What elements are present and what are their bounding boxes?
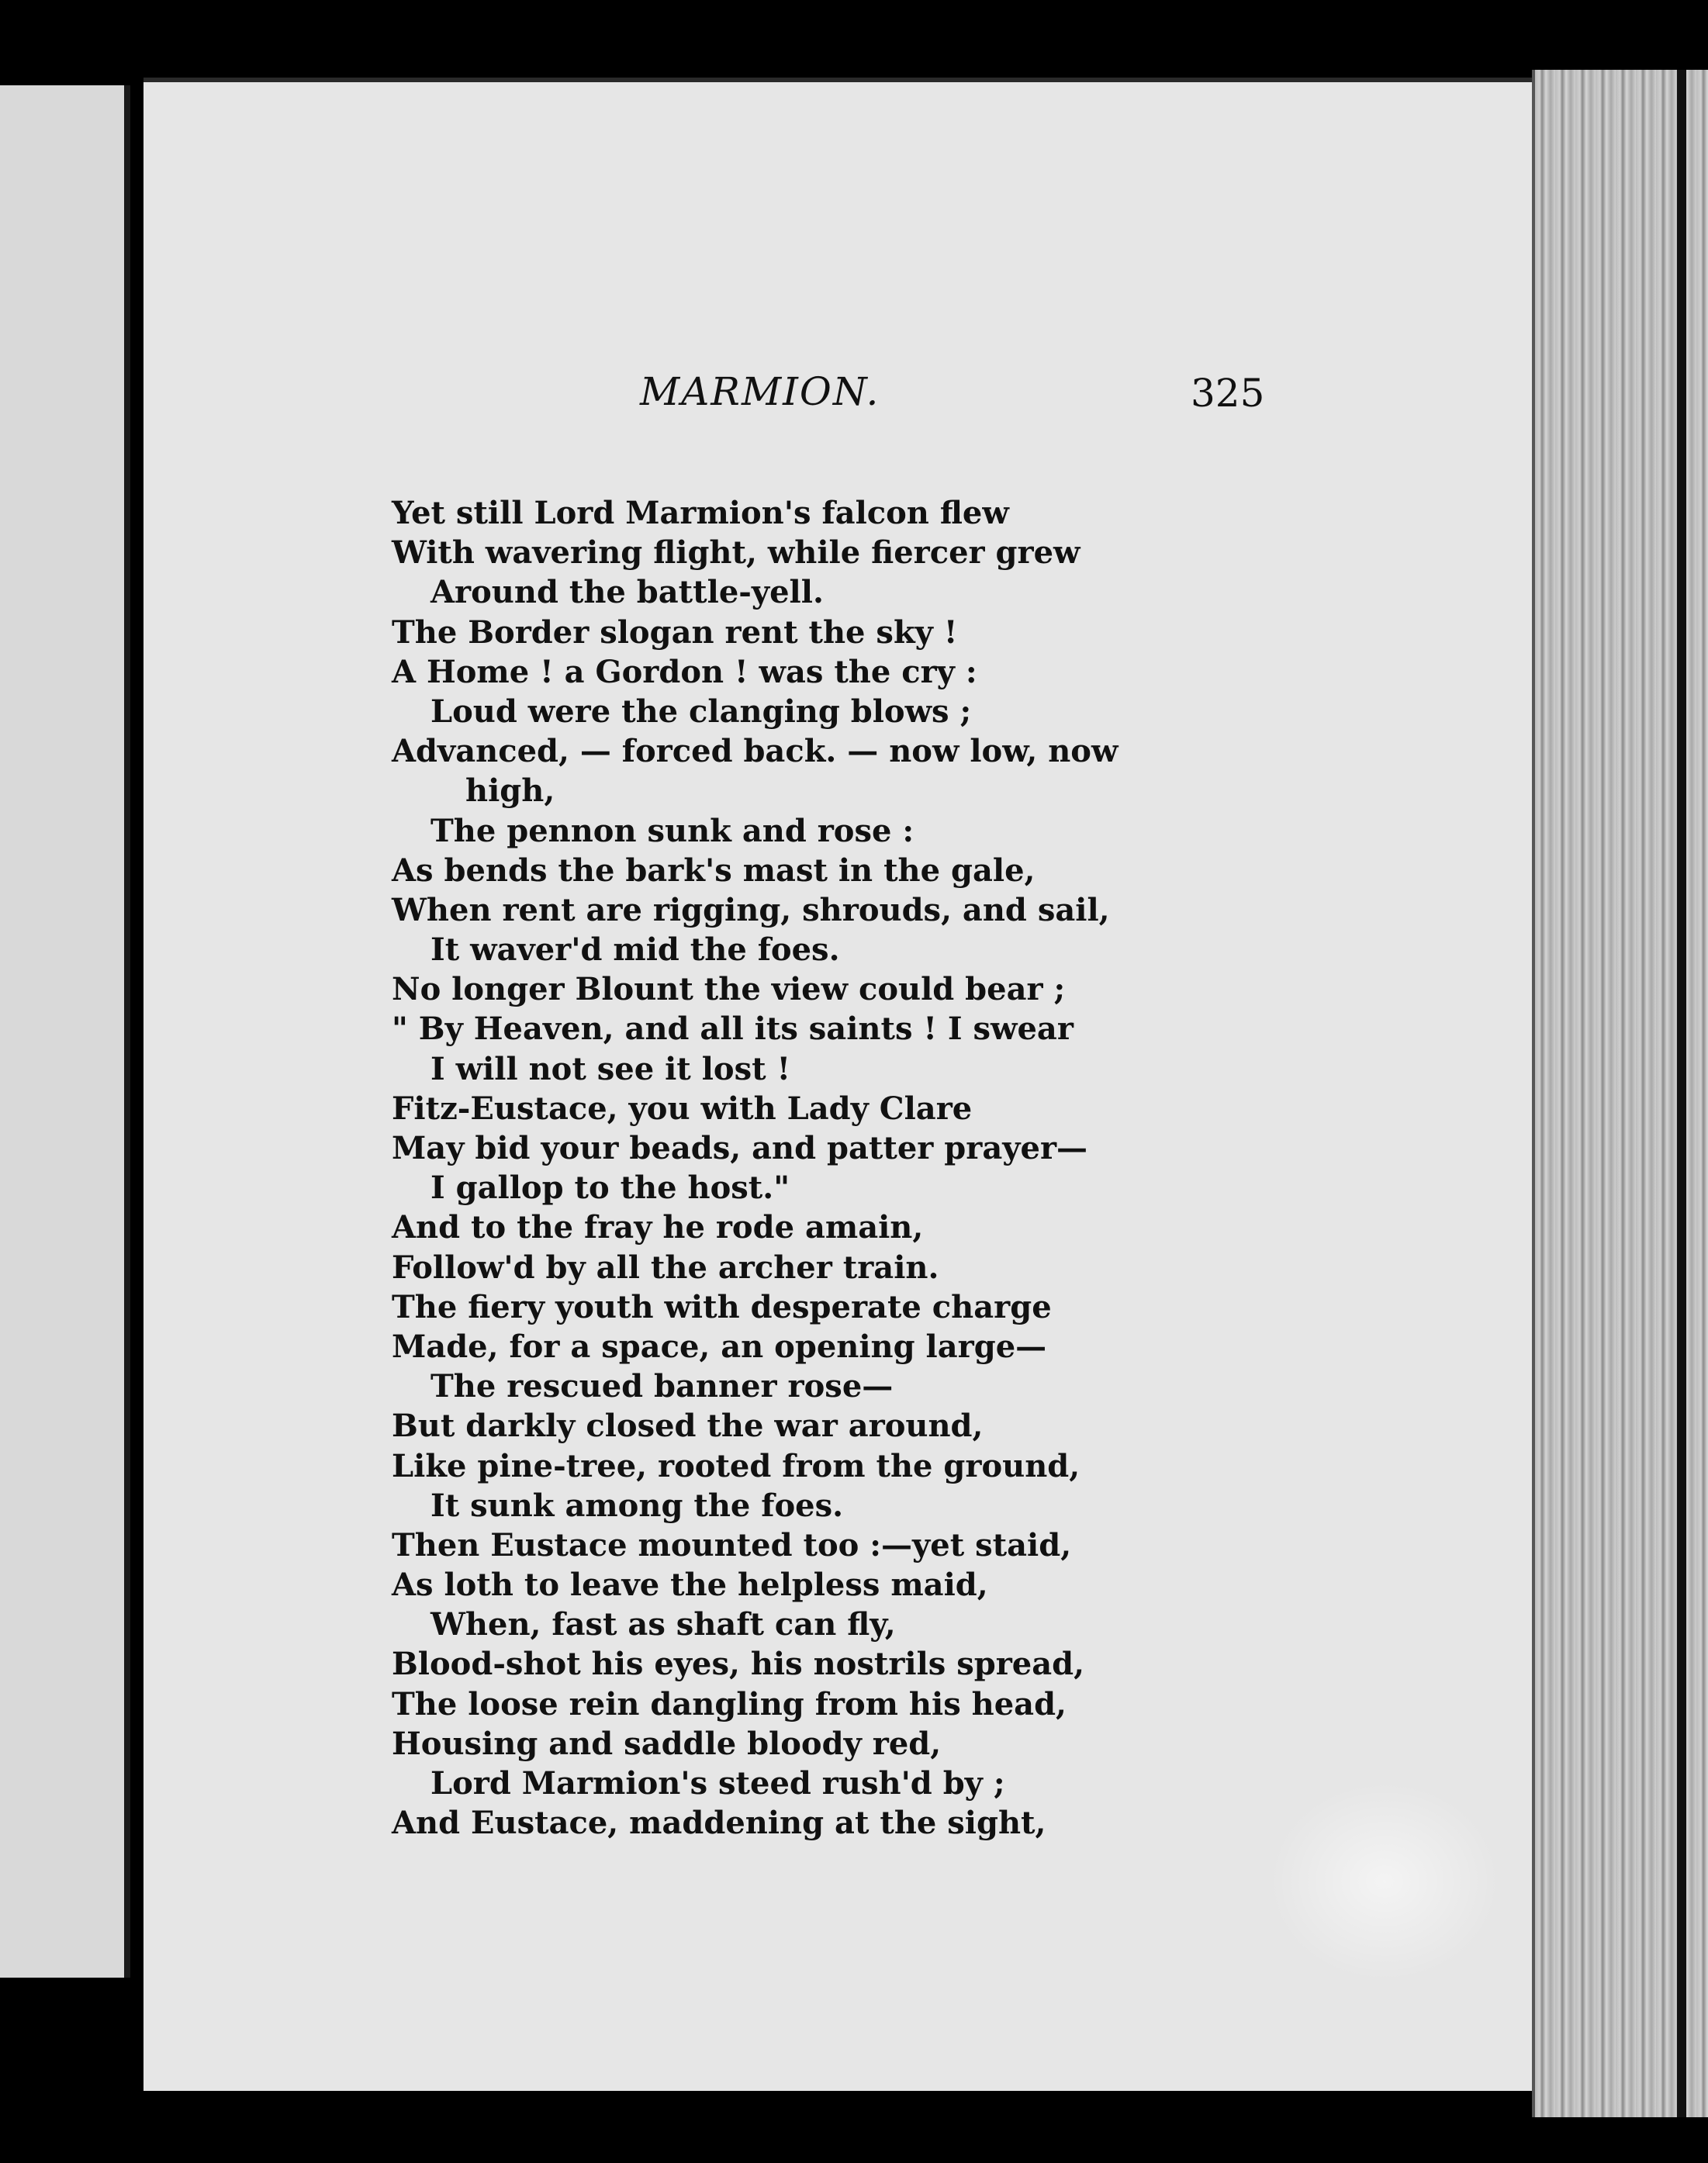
poem-line: And to the fray he rode amain, — [392, 1209, 924, 1246]
poem-line: Lord Marmion's steed rush'd by ; — [430, 1765, 1005, 1802]
poem-line: Blood-shot his eyes, his nostrils spread, — [392, 1646, 1085, 1683]
poem-line: Follow'd by all the archer train. — [392, 1249, 939, 1286]
poem-line: With wavering flight, while fiercer grew — [392, 534, 1080, 572]
page-header — [143, 369, 1532, 431]
poem-line: " By Heaven, and all its saints ! I swear — [392, 1011, 1074, 1048]
poem-line: As bends the bark's mast in the gale, — [392, 852, 1036, 889]
poem-line: A Home ! a Gordon ! was the cry : — [392, 653, 977, 690]
page-number: 325 — [1191, 371, 1265, 416]
poem-line: As loth to leave the helpless maid, — [392, 1567, 988, 1604]
poem-line: high, — [465, 772, 555, 810]
page-edges — [1532, 70, 1708, 2117]
poem-line: When rent are rigging, shrouds, and sail, — [392, 891, 1110, 928]
book-page — [143, 78, 1532, 2091]
poem-line: When, fast as shaft can fly, — [430, 1606, 896, 1643]
poem-line: The Border slogan rent the sky ! — [392, 613, 958, 651]
poem-line: May bid your beads, and patter prayer— — [392, 1130, 1088, 1166]
poem-line: Housing and saddle bloody red, — [392, 1725, 942, 1762]
poem-text — [392, 493, 1400, 1843]
poem-line: I gallop to the host." — [430, 1170, 790, 1207]
poem-line: Around the battle-yell. — [430, 574, 824, 611]
poem-line: Yet still Lord Marmion's falcon flew — [392, 495, 1009, 531]
poem-line: The fiery youth with desperate charge — [392, 1288, 1052, 1325]
poem-line: I will not see it lost ! — [430, 1050, 791, 1087]
facing-page-edge — [0, 85, 130, 1978]
poem-line: The loose rein dangling from his head, — [392, 1685, 1067, 1722]
poem-line: Then Eustace mounted too :—yet staid, — [392, 1526, 1072, 1564]
poem-line: The pennon sunk and rose : — [430, 812, 915, 849]
poem-line: The rescued banner rose— — [430, 1368, 894, 1405]
poem-line: And Eustace, maddening at the sight, — [392, 1805, 1046, 1842]
poem-line: It waver'd mid the foes. — [430, 931, 840, 969]
poem-line: Fitz-Eustace, you with Lady Clare — [392, 1090, 973, 1127]
poem-line: Made, for a space, an opening large— — [392, 1328, 1047, 1365]
running-title: MARMION. — [640, 369, 880, 414]
poem-line: No longer Blount the view could bear ; — [392, 971, 1066, 1008]
poem-line: It sunk among the foes. — [430, 1487, 844, 1524]
poem-line: Loud were the clanging blows ; — [430, 693, 972, 730]
poem-line: But darkly closed the war around, — [392, 1408, 984, 1445]
poem-line: Like pine-tree, rooted from the ground, — [392, 1447, 1080, 1484]
poem-line: Advanced, — forced back. — now low, now — [392, 733, 1118, 770]
